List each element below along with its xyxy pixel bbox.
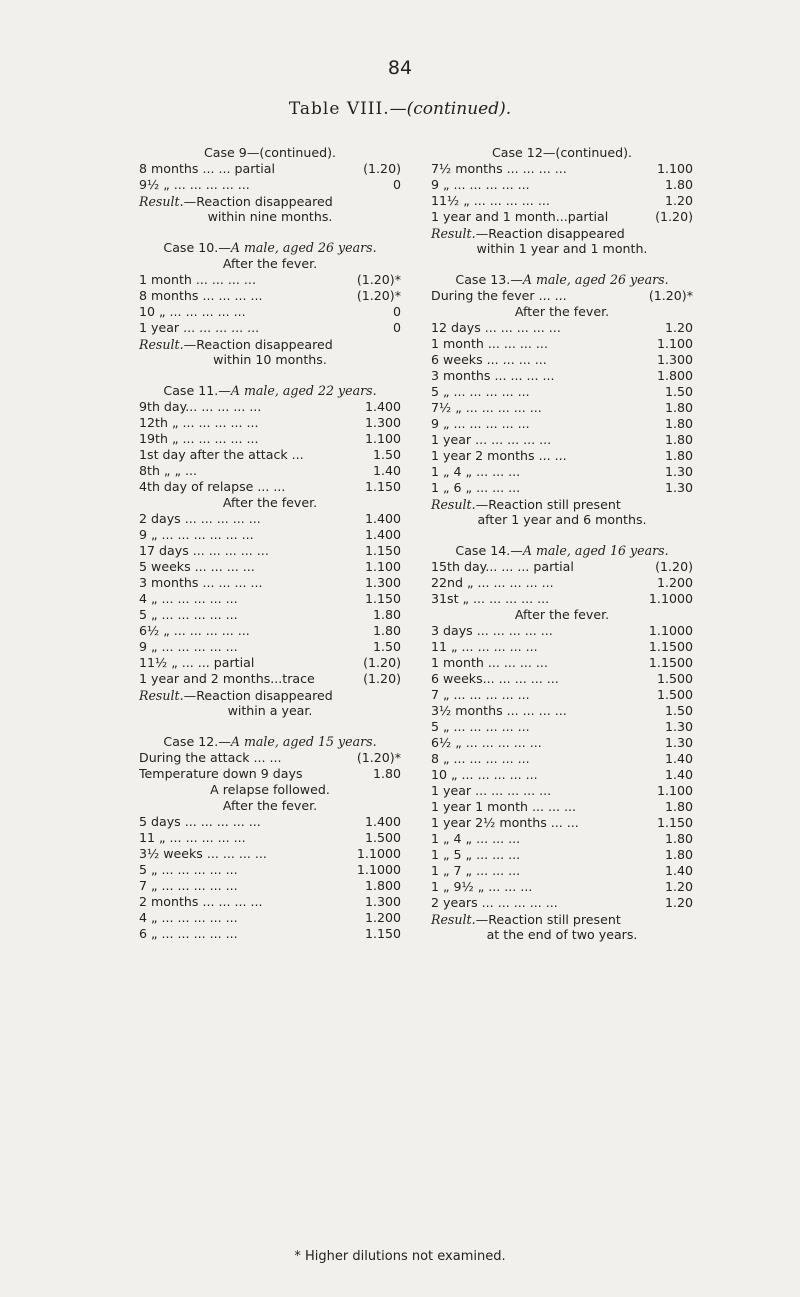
row-label: 4 „ ... ... ... ... ... [139,910,238,925]
row-value: (1.20)* [356,272,401,287]
right-column [431,145,693,942]
row-label: 6 „ ... ... ... ... ... [139,926,238,941]
table-row [431,703,693,719]
row-value: 1.1000 [356,846,401,861]
table-row [431,815,693,831]
table-row [139,304,401,320]
row-label: 11½ „ ... ... partial [139,655,255,670]
spacer [139,224,401,240]
case-heading-text: Case 14.— [455,543,523,558]
table-row [139,655,401,671]
row-label: 3 months ... ... ... ... [139,575,263,590]
result-note [139,337,401,367]
case-heading [431,272,693,288]
row-value: 1.20 [664,879,693,894]
row-label: 1 year ... ... ... ... ... [431,432,552,447]
row-label: 12 days ... ... ... ... ... [431,320,561,335]
row-label: 3½ months ... ... ... ... [431,703,567,718]
result-text: —Reaction still present [475,497,621,512]
table-row [431,879,693,895]
table-row [139,766,401,782]
row-value: 1.400 [364,814,401,829]
table-row [431,847,693,863]
row-value: (1.20) [655,559,693,574]
table-row [139,543,401,559]
row-value: (1.20)* [356,750,401,765]
case-heading-text: Case 9—(continued). [203,145,336,160]
row-label: 1 year and 1 month...partial [431,209,609,224]
result-text: —Reaction still present [475,912,621,927]
result-note [431,912,693,942]
table-row [139,910,401,926]
row-label: 1 „ 7 „ ... ... ... [431,863,521,878]
table-row [431,863,693,879]
result-note [431,226,693,256]
row-label: 3½ weeks ... ... ... ... [139,846,267,861]
row-label: 19th „ ... ... ... ... ... [139,431,259,446]
row-value: 1.200 [364,910,401,925]
row-label: 1 year 2½ months ... ... [431,815,579,830]
result-title: Result. [139,194,184,209]
left-column [139,145,401,942]
row-label: 5 days ... ... ... ... ... [139,814,261,829]
table-row [431,591,693,607]
row-value: 1.100 [656,783,693,798]
table-continued: —(continued). [389,99,512,119]
table-row [431,464,693,480]
result-text: —Reaction disappeared [183,337,333,352]
result-text: —Reaction disappeared [475,226,625,241]
case-block [139,240,401,367]
table-row [431,416,693,432]
table-row [139,161,401,177]
table-row [431,480,693,496]
row-value: 1.100 [364,559,401,574]
table-row [139,862,401,878]
table-row [139,846,401,862]
result-note [431,497,693,527]
result-line2: within a year. [227,703,313,718]
row-value: 1.80 [664,432,693,447]
row-value: 1.200 [656,575,693,590]
row-label: 8 months ... ... partial [139,161,276,176]
table-row [139,830,401,846]
row-value: 1.1000 [648,591,693,606]
row-value: 1.150 [364,543,401,558]
row-value: 1.150 [364,479,401,494]
row-label: 9 „ ... ... ... ... ... ... [139,527,254,542]
row-label: 5 „ ... ... ... ... ... [431,719,530,734]
row-value: 1.100 [656,161,693,176]
table-row [431,735,693,751]
row-label: 1 month ... ... ... ... [431,336,548,351]
row-label: 1 „ 4 „ ... ... ... [431,464,521,479]
row-label: 9 „ ... ... ... ... ... [431,177,530,192]
case-heading [139,145,401,161]
table-row [431,895,693,911]
result-title: Result. [431,912,476,927]
row-value: 1.150 [364,591,401,606]
row-label: 1 year 1 month ... ... ... [431,799,577,814]
row-label: 9 „ ... ... ... ... ... [431,416,530,431]
row-value: 1.40 [664,863,693,878]
table-row [431,432,693,448]
row-value: 1.30 [664,735,693,750]
table-row [431,655,693,671]
table-row [139,575,401,591]
table-row [431,575,693,591]
row-value: 1.50 [372,447,401,462]
row-value: 1.800 [364,878,401,893]
table-row [139,415,401,431]
row-value: 1.1000 [356,862,401,877]
case-block [431,145,693,256]
sub-heading: After the fever. [514,607,610,622]
table-row [139,671,401,687]
sub-heading: After the fever. [222,495,318,510]
table-row [139,607,401,623]
case-heading [431,145,693,161]
row-value: 1.100 [364,431,401,446]
result-title: Result. [431,497,476,512]
row-value: 1.50 [372,639,401,654]
table-row [139,272,401,288]
row-label: 1 „ 4 „ ... ... ... [431,831,521,846]
row-label: 5 „ ... ... ... ... ... [431,384,530,399]
row-label: 9th day... ... ... ... ... [139,399,262,414]
row-label: 1 month ... ... ... ... [139,272,256,287]
row-label: 11 „ ... ... ... ... ... [431,639,538,654]
row-label: 7 „ ... ... ... ... ... [431,687,530,702]
row-label: 1 month ... ... ... ... [431,655,548,670]
table-row [139,479,401,495]
case-block [139,734,401,942]
row-value: 1.30 [664,464,693,479]
row-label: 31st „ ... ... ... ... ... [431,591,550,606]
table-row [431,719,693,735]
row-value: 1.40 [664,767,693,782]
table-row [139,431,401,447]
row-value: 1.1500 [648,639,693,654]
row-label: 8th „ „ ... [139,463,198,478]
row-value: (1.20) [655,209,693,224]
row-label: 1 „ 6 „ ... ... ... [431,480,521,495]
result-text: —Reaction disappeared [183,688,333,703]
row-value: 1.80 [664,416,693,431]
row-label: 1 year ... ... ... ... ... [139,320,260,335]
case-heading-italic: A male, aged 26 years. [230,240,377,255]
case-heading-italic: A male, aged 16 years. [522,543,669,558]
row-label: 7½ „ ... ... ... ... ... [431,400,542,415]
row-value: 1.20 [664,895,693,910]
table-row [139,814,401,830]
table-row [431,767,693,783]
row-value: 1.80 [664,177,693,192]
table-row [139,591,401,607]
row-value: 1.80 [664,799,693,814]
table-row [431,400,693,416]
table-title-text: Table VIII. [288,99,390,119]
case-heading-text: Case 10.— [163,240,231,255]
row-value: 1.800 [656,368,693,383]
row-value: (1.20) [363,671,401,686]
case-heading-text: Case 12—(continued). [491,145,633,160]
table-row [431,799,693,815]
row-label: 3 days ... ... ... ... ... [431,623,553,638]
row-label: 6½ „ ... ... ... ... ... [139,623,250,638]
table-row [431,320,693,336]
table-row [431,623,693,639]
row-value: (1.20)* [648,288,693,303]
case-heading [139,240,401,256]
spacer [139,718,401,734]
table-title [0,99,800,119]
footnote: * Higher dilutions not examined. [294,1249,506,1264]
row-value: 1.80 [664,400,693,415]
row-label: 4 „ ... ... ... ... ... [139,591,238,606]
case-block [431,543,693,942]
row-label: 11 „ ... ... ... ... ... [139,830,246,845]
table-row [431,209,693,225]
case-heading-italic: A male, aged 15 years. [230,734,377,749]
sub-heading: A relapse followed. [210,782,330,797]
case-heading-italic: A male, aged 26 years. [522,272,669,287]
row-value: 1.80 [372,623,401,638]
table-row [139,320,401,336]
table-row [139,463,401,479]
case-heading [139,383,401,399]
table-row [139,639,401,655]
row-value: 1.30 [664,719,693,734]
row-value: 1.400 [364,399,401,414]
case-heading [139,734,401,750]
row-value: 1.100 [656,336,693,351]
result-title: Result. [139,337,184,352]
row-value: 1.150 [364,926,401,941]
row-value: 1.400 [364,511,401,526]
case-block [139,383,401,718]
case-heading [431,543,693,559]
result-text: —Reaction disappeared [183,194,333,209]
table-row [431,177,693,193]
table-row [139,288,401,304]
row-label: 10 „ ... ... ... ... ... [431,767,538,782]
row-value: 1.80 [372,766,401,781]
result-note [139,688,401,718]
table-row [431,352,693,368]
row-value: 1.1500 [648,655,693,670]
result-note [139,194,401,224]
case-heading-text: Case 11.— [163,383,231,398]
row-label: 2 days ... ... ... ... ... [139,511,261,526]
row-label: Temperature down 9 days [139,766,303,781]
row-label: 9½ „ ... ... ... ... ... [139,177,250,192]
row-value: 0 [392,320,401,335]
result-line2: within 1 year and 1 month. [476,241,648,256]
row-value: 1.80 [372,607,401,622]
table-row [431,384,693,400]
row-label: 22nd „ ... ... ... ... ... [431,575,554,590]
row-value: 1.150 [656,815,693,830]
row-value: 1.300 [656,352,693,367]
table-row [431,671,693,687]
row-label: 7½ months ... ... ... ... [431,161,567,176]
row-label: 12th „ ... ... ... ... ... [139,415,259,430]
table-row [431,751,693,767]
spacer [139,367,401,383]
spacer [431,527,693,543]
row-value: 1.80 [664,831,693,846]
table-row [431,336,693,352]
sub-heading: After the fever. [514,304,610,319]
row-value: 1.20 [664,193,693,208]
case-heading-text: Case 13.— [455,272,523,287]
row-label: 10 „ ... ... ... ... ... [139,304,246,319]
table-row [431,687,693,703]
row-label: 6 weeks... ... ... ... ... [431,671,559,686]
row-value: 1.1000 [648,623,693,638]
row-label: 5 „ ... ... ... ... ... [139,862,238,877]
table-row [431,448,693,464]
result-line2: within nine months. [207,209,333,224]
table-row [139,878,401,894]
row-label: 9 „ ... ... ... ... ... [139,639,238,654]
row-value: (1.20) [363,161,401,176]
table-row [431,193,693,209]
case-heading-italic: A male, aged 22 years. [230,383,377,398]
row-label: During the fever ... ... [431,288,567,303]
row-label: 6½ „ ... ... ... ... ... [431,735,542,750]
sub-heading: After the fever. [222,798,318,813]
table-row [431,161,693,177]
table-row [431,783,693,799]
row-label: 5 weeks ... ... ... ... [139,559,255,574]
table-row [139,559,401,575]
result-line2: within 10 months. [213,352,327,367]
table-row [139,511,401,527]
row-label: 5 „ ... ... ... ... ... [139,607,238,622]
row-value: 1.400 [364,527,401,542]
row-value: 1.300 [364,575,401,590]
case-block [139,145,401,224]
row-value: (1.20) [363,655,401,670]
table-row [139,527,401,543]
row-label: 2 years ... ... ... ... ... [431,895,558,910]
row-value: 1.20 [664,320,693,335]
row-value: 1.80 [664,448,693,463]
sub-heading: After the fever. [222,256,318,271]
table-row [139,177,401,193]
row-label: 8 „ ... ... ... ... ... [431,751,530,766]
row-value: 0 [392,304,401,319]
row-label: 1 year ... ... ... ... ... [431,783,552,798]
row-value: 1.500 [656,687,693,702]
row-label: 6 weeks ... ... ... ... [431,352,547,367]
row-value: 1.40 [664,751,693,766]
row-value: 1.300 [364,415,401,430]
row-value: 1.50 [664,384,693,399]
row-value: 1.40 [372,463,401,478]
case-heading-text: Case 12.— [163,734,231,749]
row-value: 0 [392,177,401,192]
row-value: 1.500 [656,671,693,686]
row-label: 4th day of relapse ... ... [139,479,286,494]
table-row [431,831,693,847]
case-block [431,272,693,527]
table-row [139,623,401,639]
page-number: 84 [387,57,413,79]
result-title: Result. [139,688,184,703]
table-row [139,447,401,463]
row-label: 8 months ... ... ... ... [139,288,263,303]
row-value: 1.30 [664,480,693,495]
result-line2: at the end of two years. [486,927,638,942]
table-row [431,639,693,655]
row-label: 7 „ ... ... ... ... ... [139,878,238,893]
row-label: During the attack ... ... [139,750,282,765]
row-label: 2 months ... ... ... ... [139,894,263,909]
row-label: 1 „ 9½ „ ... ... ... [431,879,533,894]
row-label: 1 year 2 months ... ... [431,448,567,463]
row-label: 1st day after the attack ... [139,447,304,462]
row-label: 1 „ 5 „ ... ... ... [431,847,521,862]
row-label: 17 days ... ... ... ... ... [139,543,269,558]
table-row [139,750,401,766]
spacer [431,256,693,272]
row-label: 1 year and 2 months...trace [139,671,315,686]
table-row [139,926,401,942]
row-label: 11½ „ ... ... ... ... ... [431,193,550,208]
result-line2: after 1 year and 6 months. [477,512,647,527]
table-row [431,288,693,304]
row-value: 1.500 [364,830,401,845]
table-row [431,368,693,384]
table-row [139,894,401,910]
table-row [431,559,693,575]
row-value: (1.20)* [356,288,401,303]
table-row [139,399,401,415]
row-value: 1.80 [664,847,693,862]
row-value: 1.300 [364,894,401,909]
result-title: Result. [431,226,476,241]
row-label: 15th day... ... ... partial [431,559,574,574]
row-label: 3 months ... ... ... ... [431,368,555,383]
row-value: 1.50 [664,703,693,718]
